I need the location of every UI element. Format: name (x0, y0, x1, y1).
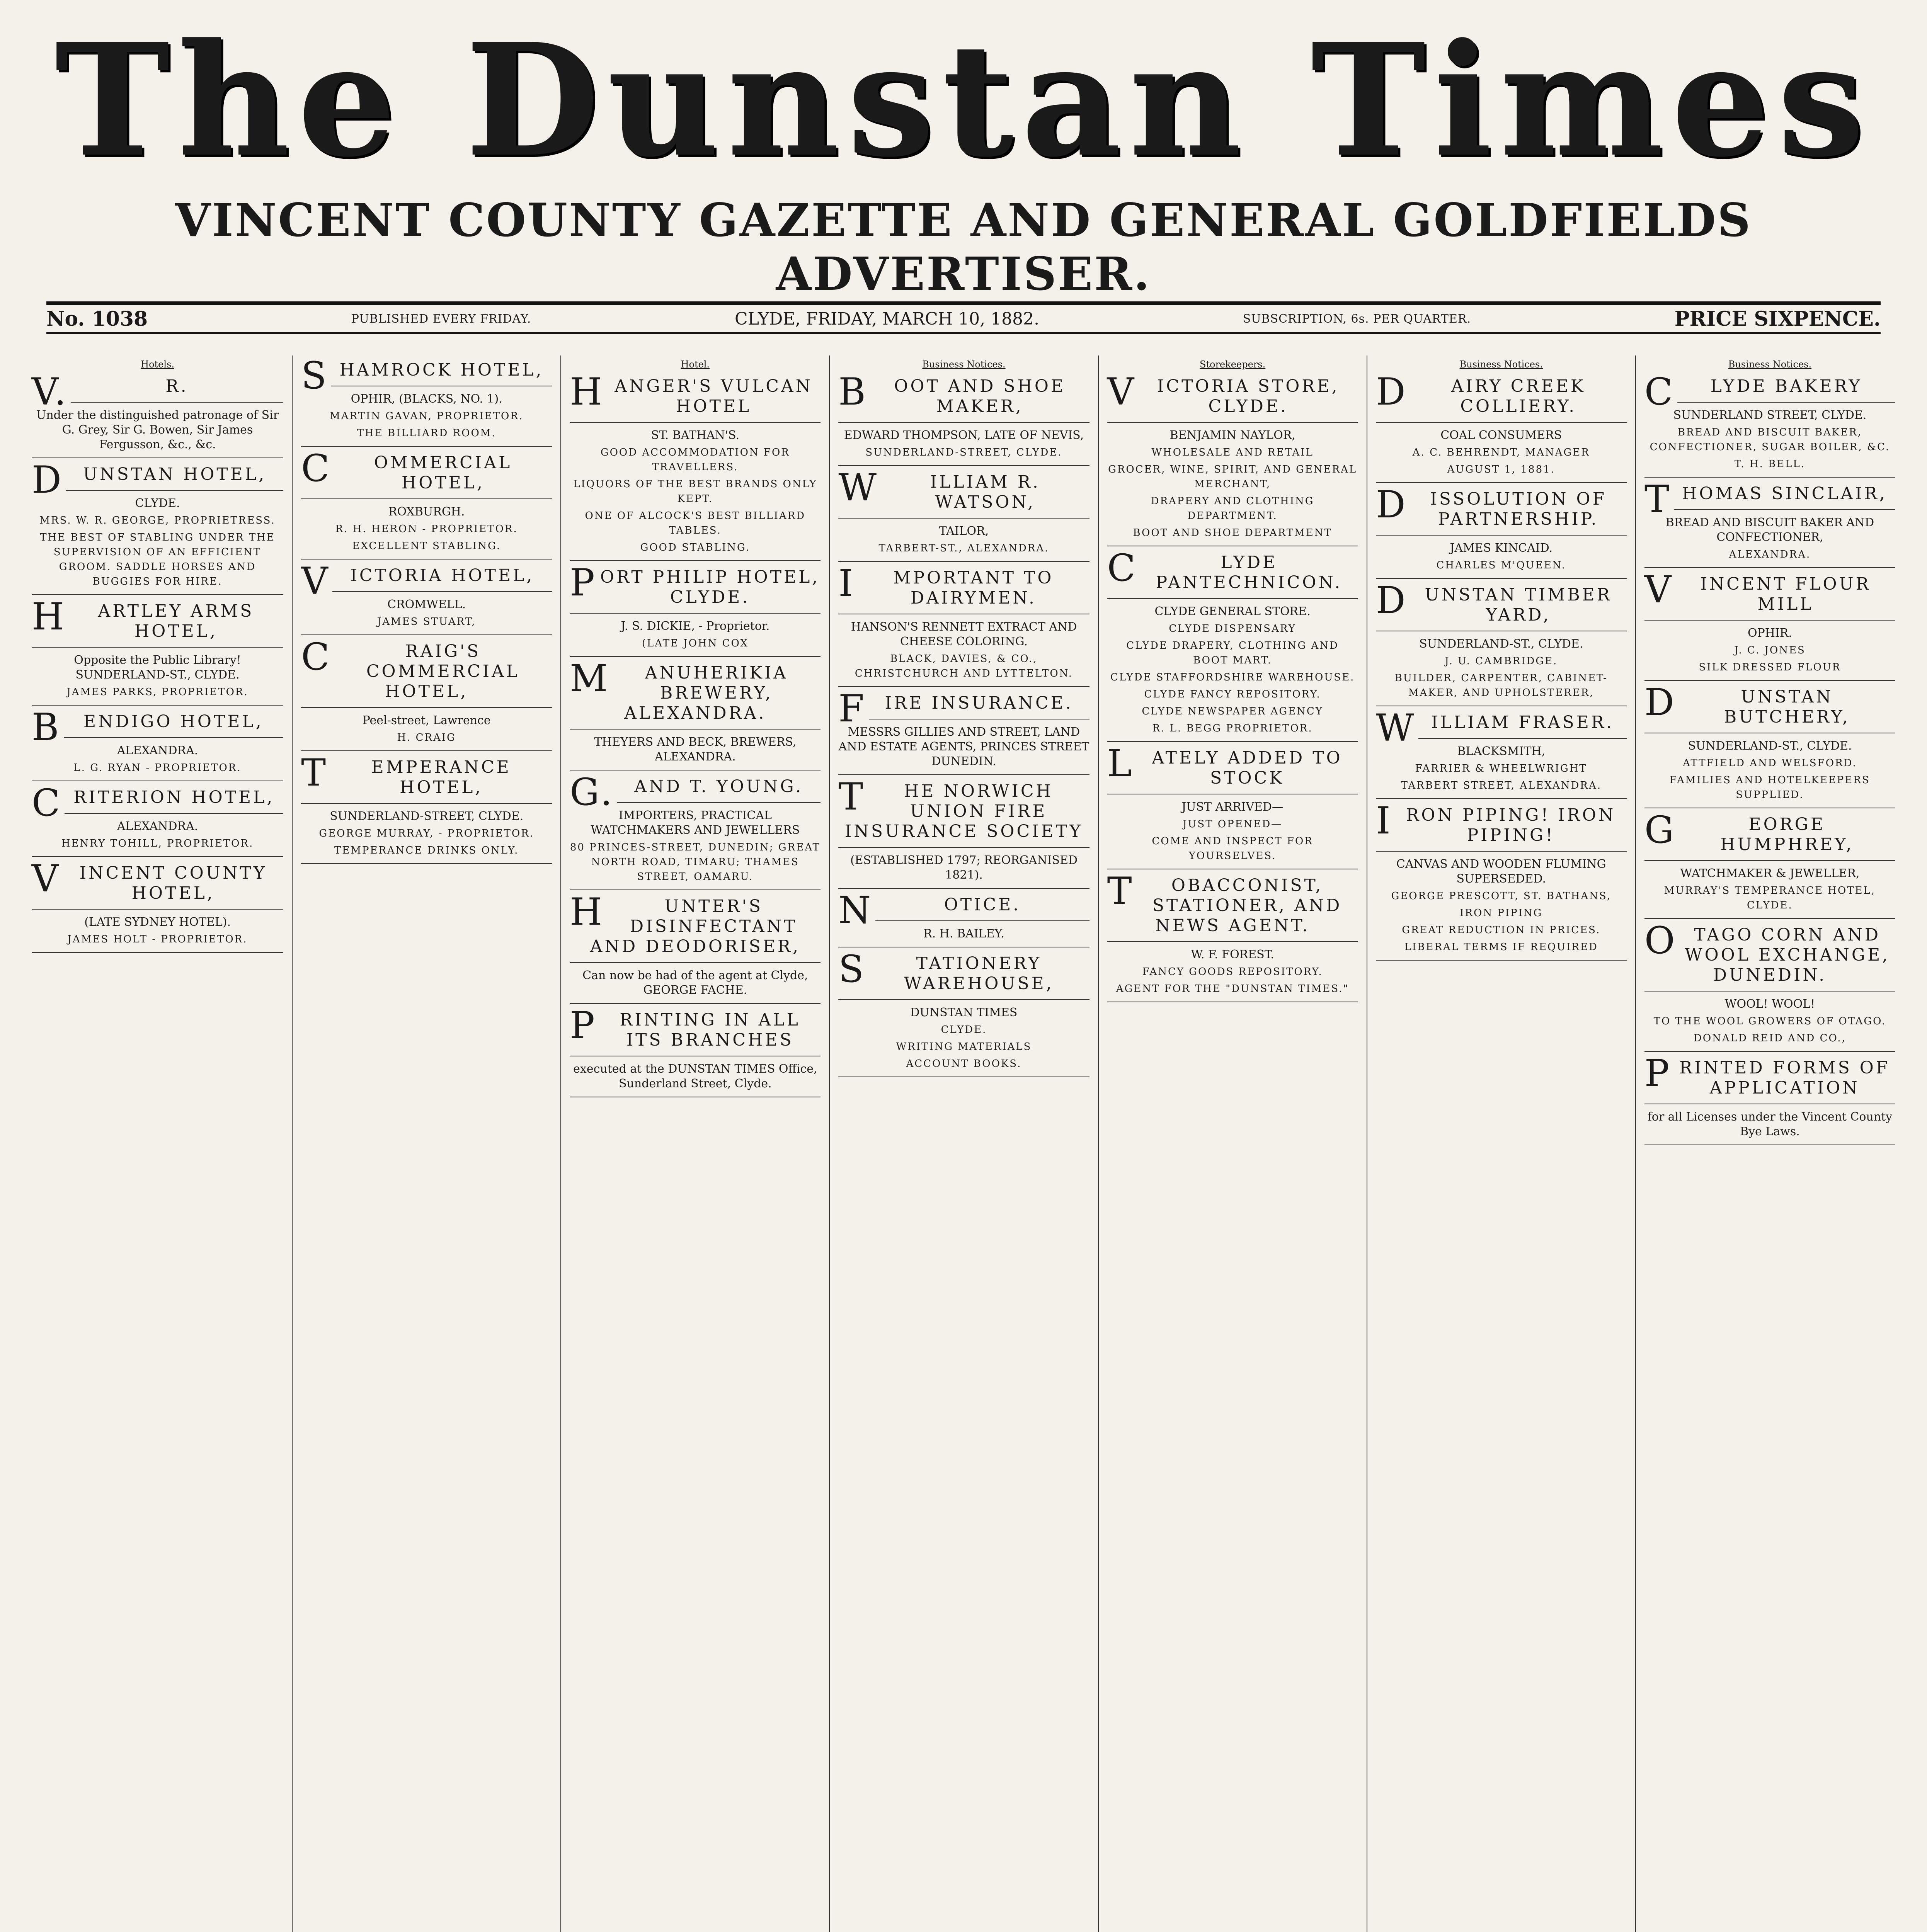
column-heading: Hotels. (141, 359, 174, 370)
advertisement-line: HENRY TOHILL, PROPRIETOR. (61, 838, 254, 849)
advertisement-title: V.R. (32, 370, 189, 413)
issue-number: No. 1038 (46, 307, 148, 331)
advertisement (32, 370, 283, 458)
rule (32, 457, 283, 458)
advertisement-title: CRITERION HOTEL, (32, 781, 275, 825)
masthead-rule-bottom (46, 332, 1881, 334)
rule (32, 705, 283, 706)
column-heading: Business Notices. (922, 359, 1006, 370)
advertisement (1644, 568, 1895, 681)
advertisement-title: DUNSTAN BUTCHERY, (1644, 681, 1850, 727)
advertisement (570, 561, 821, 657)
advertisement-title: GEORGE HUMPHREY, (1644, 808, 1854, 854)
rule (65, 813, 283, 814)
advertisement (570, 1004, 821, 1097)
advertisement-title: PRINTING IN ALL ITS BRANCHES (570, 1004, 800, 1050)
advertisement-line: R. L. BEGG PROPRIETOR. (1152, 723, 1313, 734)
advertisement (32, 781, 283, 857)
advertisement-line: CROMWELL. (387, 598, 466, 611)
rule (1376, 851, 1627, 852)
advertisement (838, 562, 1089, 687)
rule (66, 490, 283, 491)
rule (32, 594, 283, 595)
column-3 (560, 355, 829, 1932)
advertisement-title: TOBACCONIST, STATIONER, AND NEWS AGENT. (1107, 869, 1342, 935)
rule (1107, 941, 1358, 942)
advertisement-line: W. F. FOREST. (1191, 948, 1274, 961)
rule (875, 920, 1089, 921)
rule (1376, 535, 1627, 536)
advertisement-title: WILLIAM R. WATSON, (838, 466, 1040, 512)
advertisement-title: PRINTED FORMS OF APPLICATION (1644, 1052, 1890, 1098)
advertisement (1107, 869, 1358, 1002)
advertisement-line: Opposite the Public Library! SUNDERLAND-ST., CLYDE. (74, 653, 241, 682)
advertisement-line: BREAD AND BISCUIT BAKER AND CONFECTIONER, (1665, 516, 1874, 544)
advertisement-line: JAMES HOLT - PROPRIETOR. (67, 934, 248, 945)
advertisement-line: executed at the DUNSTAN TIMES Office, Sunderland Street, Clyde. (573, 1062, 817, 1090)
advertisement-line: ALEXANDRA. (1729, 549, 1811, 560)
advertisement-line: IRON PIPING (1460, 907, 1543, 919)
advertisement-title: COMMERCIAL HOTEL, (301, 447, 512, 493)
advertisement (1107, 546, 1358, 742)
column-4 (829, 355, 1098, 1932)
advertisement (838, 687, 1089, 775)
rule (1376, 578, 1627, 579)
advertisement-line: T. H. BELL. (1734, 458, 1805, 470)
advertisement-line: SUNDERLAND-ST., CLYDE. (1688, 739, 1852, 753)
rule (301, 863, 552, 864)
advertisement (1644, 919, 1895, 1052)
rule (838, 686, 1089, 687)
advertisement-line: BENJAMIN NAYLOR, (1169, 429, 1295, 442)
rule (32, 952, 283, 953)
advertisement-line: DRAPERY AND CLOTHING DEPARTMENT. (1151, 495, 1314, 522)
advertisement (570, 890, 821, 1004)
advertisement-title: DUNSTAN HOTEL, (32, 458, 267, 502)
rule (301, 634, 552, 635)
advertisement (838, 889, 1089, 947)
advertisement-line: OPHIR. (1747, 626, 1792, 640)
advertisement-title: TEMPERANCE HOTEL, (301, 751, 511, 797)
advertisement (838, 466, 1089, 562)
advertisement-columns (23, 355, 1904, 1932)
rule (838, 847, 1089, 848)
advertisement-line: WHOLESALE AND RETAIL (1151, 447, 1314, 458)
advertisement-line: BLACKSMITH, (1457, 745, 1546, 758)
advertisement-line: JAMES STUART, (377, 616, 476, 628)
advertisement-title: DUNSTAN TIMBER YARD, (1375, 579, 1612, 625)
advertisement (301, 355, 552, 447)
advertisement (570, 770, 821, 890)
advertisement-line: AUGUST 1, 1881. (1447, 464, 1555, 475)
rule (32, 647, 283, 648)
advertisement (301, 447, 552, 560)
advertisement-line: SUNDERLAND-STREET, CLYDE. (330, 810, 524, 823)
advertisement-line: TO THE WOOL GROWERS OF OTAGO. (1653, 1015, 1886, 1027)
advertisement (1375, 706, 1627, 799)
advertisement-line: JAMES PARKS, PROPRIETOR. (66, 686, 249, 698)
advertisement-title: MANUHERIKIA BREWERY, ALEXANDRA. (570, 657, 788, 723)
column-heading: Business Notices. (1728, 359, 1812, 370)
rule (71, 402, 283, 403)
rule (1644, 918, 1895, 919)
advertisement-line: CLYDE NEWSPAPER AGENCY (1142, 706, 1323, 717)
rule (838, 999, 1089, 1000)
advertisement-line: J. C. JONES (1734, 645, 1806, 656)
rule (1644, 991, 1895, 992)
advertisement-title: NOTICE. (838, 889, 1021, 932)
rule (64, 737, 284, 738)
advertisement-line: MRS. W. R. GEORGE, PROPRIETRESS. (39, 515, 276, 526)
advertisement-line: CLYDE STAFFORDSHIRE WAREHOUSE. (1110, 672, 1355, 683)
subscription-rate: SUBSCRIPTION, 6s. PER QUARTER. (1243, 312, 1471, 326)
advertisement-line: COAL CONSUMERS (1440, 429, 1562, 442)
advertisement-line: J. U. CAMBRIDGE. (1445, 655, 1558, 667)
advertisement-title: VICTORIA HOTEL, (301, 560, 535, 603)
newspaper-subtitle: VINCENT COUNTY GAZETTE AND GENERAL GOLDFIELDS ADVERTISER. (175, 193, 1752, 301)
rule (301, 498, 552, 499)
rule (1644, 680, 1895, 681)
advertisement-line: J. S. DICKIE, - Proprietor. (621, 619, 770, 633)
advertisement (32, 458, 283, 595)
advertisement-line: SUNDERLAND-STREET, CLYDE. (865, 447, 1062, 458)
advertisement-line: LIQUORS OF THE BEST BRANDS ONLY KEPT. (573, 478, 817, 505)
advertisement-title: LATELY ADDED TO STOCK (1107, 742, 1343, 788)
advertisement-line: FARRIER & WHEELWRIGHT (1415, 763, 1587, 774)
advertisement-line: GEORGE PRESCOTT, ST. BATHANS, (1391, 890, 1612, 902)
advertisement-title: CLYDE BAKERY (1644, 370, 1862, 413)
rule (1107, 598, 1358, 599)
rule (1376, 798, 1627, 799)
column-6 (1367, 355, 1635, 1932)
advertisement-title: BOOT AND SHOE MAKER, (838, 370, 1066, 416)
advertisement-line: R. H. BAILEY. (923, 927, 1004, 940)
advertisement (32, 857, 283, 953)
rule (1674, 509, 1895, 510)
rule (570, 560, 821, 561)
advertisement-line: L. G. RYAN - PROPRIETOR. (73, 762, 242, 774)
advertisement-line: FANCY GOODS REPOSITORY. (1142, 966, 1323, 978)
advertisement-line: BREAD AND BISCUIT BAKER, CONFECTIONER, SUGAR BOILER, &C. (1650, 427, 1890, 453)
rule (1376, 422, 1627, 423)
advertisement-line: DUNSTAN TIMES (910, 1006, 1018, 1019)
advertisement-line: BUILDER, CARPENTER, CABINET-MAKER, AND UPHOLSTERER, (1394, 672, 1608, 699)
rule (570, 889, 821, 890)
advertisement-line: JUST OPENED— (1183, 818, 1283, 830)
advertisement-title: WILLIAM FRASER. (1375, 706, 1614, 750)
rule (1107, 741, 1358, 742)
rule (301, 446, 552, 447)
advertisement-line: A. C. BEHRENDT, MANAGER (1412, 447, 1590, 458)
advertisement-line: GOOD ACCOMMODATION FOR TRAVELLERS. (600, 447, 790, 473)
rule (838, 561, 1089, 562)
advertisement-line: TEMPERANCE DRINKS ONLY. (334, 845, 519, 856)
advertisement-line: FAMILIES AND HOTELKEEPERS SUPPLIED. (1670, 774, 1870, 801)
rule (1677, 402, 1895, 403)
rule (1644, 477, 1895, 478)
advertisement-title: SHAMROCK HOTEL, (301, 355, 544, 397)
advertisement-line: JUST ARRIVED— (1181, 800, 1284, 814)
price: PRICE SIXPENCE. (1674, 307, 1881, 331)
advertisement-line: ACCOUNT BOOKS. (906, 1058, 1022, 1070)
newspaper-title: The Dunstan Times (54, 10, 1873, 191)
advertisement-line: EDWARD THOMPSON, LATE OF NEVIS, (844, 429, 1084, 442)
rule (838, 422, 1089, 423)
advertisement-title: STATIONERY WAREHOUSE, (838, 947, 1054, 993)
advertisement-line: WOOL! WOOL! (1724, 997, 1815, 1011)
advertisement-title: THOMAS SINCLAIR, (1644, 478, 1887, 521)
advertisement-line: for all Licenses under the Vincent County Bye Laws. (1647, 1110, 1893, 1138)
advertisement-title: DAIRY CREEK COLLIERY. (1375, 370, 1586, 416)
masthead (23, 0, 1904, 332)
advertisement-line: MURRAY'S TEMPERANCE HOTEL, CLYDE. (1664, 885, 1876, 911)
advertisement (1107, 370, 1358, 546)
advertisement-line: AGENT FOR THE "DUNSTAN TIMES." (1116, 983, 1349, 995)
advertisement-line: CLYDE. (941, 1024, 987, 1036)
advertisement-line: CLYDE FANCY REPOSITORY. (1144, 689, 1321, 700)
column-heading: Hotel. (681, 359, 710, 370)
advertisement-title: IMPORTANT TO DAIRYMEN. (838, 562, 1054, 608)
advertisement-line: SILK DRESSED FLOUR (1699, 662, 1841, 673)
advertisement (570, 657, 821, 770)
rule (570, 422, 821, 423)
advertisement (1375, 579, 1627, 706)
advertisement-title: FIRE INSURANCE. (838, 687, 1073, 730)
rule (1644, 860, 1895, 861)
advertisement-title: HANGER'S VULCAN HOTEL (570, 370, 813, 416)
advertisement-line: CHARLES M'QUEEN. (1436, 560, 1566, 571)
advertisement-line: JAMES KINCAID. (1450, 541, 1553, 555)
advertisement-line: ST. BATHAN'S. (651, 429, 740, 442)
advertisement-line: SUNDERLAND STREET, CLYDE. (1673, 408, 1867, 422)
advertisement-line: CANVAS AND WOODEN FLUMING SUPERSEDED. (1396, 857, 1606, 886)
rule (570, 1003, 821, 1004)
advertisement (1644, 1052, 1895, 1145)
advertisement-line: ROXBURGH. (388, 505, 465, 519)
advertisement-title: THE NORWICH UNION FIRE INSURANCE SOCIETY (838, 775, 1083, 841)
rule (32, 909, 283, 910)
advertisement-line: ALEXANDRA. (117, 820, 198, 833)
advertisement-line: Under the distinguished patronage of Sir G. Grey, Sir G. Bowen, Sir James Fergusson, &c., &c. (36, 408, 279, 451)
rule (838, 774, 1089, 775)
rule (570, 613, 821, 614)
advertisement (1375, 799, 1627, 961)
advertisement-title: HUNTER'S DISINFECTANT AND DEODORISER, (570, 890, 800, 956)
advertisement (1644, 370, 1895, 478)
advertisement-title: CRAIG'S COMMERCIAL HOTEL, (301, 635, 520, 701)
column-heading: Business Notices. (1459, 359, 1543, 370)
advertisement (301, 751, 552, 864)
advertisement-title: VINCENT FLOUR MILL (1644, 568, 1871, 614)
advertisement-line: THE BILLIARD ROOM. (357, 427, 496, 439)
advertisement-line: EXCELLENT STABLING. (352, 540, 501, 552)
advertisement-title: OTAGO CORN AND WOOL EXCHANGE, DUNEDIN. (1644, 919, 1890, 985)
advertisement-line: OPHIR, (BLACKS, NO. 1). (351, 392, 502, 406)
advertisement-line: Peel-street, Lawrence (362, 714, 491, 727)
advertisement-title: BENDIGO HOTEL, (32, 706, 264, 749)
advertisement-line: THE BEST OF STABLING UNDER THE SUPERVISION OF AN EFFICIENT GROOM. SADDLE HORSES AND BUGGIES FOR HIRE. (40, 532, 275, 587)
advertisement-line: TARBERT-ST., ALEXANDRA. (878, 543, 1049, 554)
advertisement (838, 947, 1089, 1077)
rule (570, 729, 821, 730)
column-heading: Storekeepers. (1200, 359, 1266, 370)
advertisement-line: 80 PRINCES-STREET, DUNEDIN; GREAT NORTH ROAD, TIMARU; THAMES STREET, OAMARU. (570, 842, 821, 883)
advertisement-line: (LATE SYDNEY HOTEL). (84, 915, 231, 929)
advertisement-line: ALEXANDRA. (117, 744, 198, 757)
rule (32, 856, 283, 857)
rule (838, 518, 1089, 519)
advertisement-line: MARTIN GAVAN, PROPRIETOR. (330, 410, 524, 422)
advertisement (1644, 681, 1895, 808)
advertisement-line: BLACK, DAVIES, & CO., CHRISTCHURCH AND LYTTELTON. (855, 653, 1073, 679)
rule (332, 591, 552, 592)
advertisement-line: COME AND INSPECT FOR YOURSELVES. (1152, 835, 1313, 862)
rule (1107, 422, 1358, 423)
advertisement-line: R. H. HERON - PROPRIETOR. (335, 523, 518, 535)
advertisement-line: HANSON'S RENNETT EXTRACT AND CHEESE COLORING. (851, 620, 1077, 648)
advertisement (1644, 808, 1895, 919)
advertisement (838, 370, 1089, 466)
advertisement (838, 775, 1089, 889)
rule (617, 802, 821, 803)
advertisement-line: WRITING MATERIALS (896, 1041, 1032, 1053)
advertisement-line: (LATE JOHN COX (642, 638, 749, 649)
advertisement-line: TARBERT STREET, ALEXANDRA. (1401, 780, 1602, 791)
advertisement-line: TAILOR, (939, 524, 989, 538)
advertisement-line: CLYDE DISPENSARY (1169, 623, 1296, 634)
publication-frequency: PUBLISHED EVERY FRIDAY. (351, 312, 531, 326)
rule (1644, 567, 1895, 568)
advertisement-title: DISSOLUTION OF PARTNERSHIP. (1375, 483, 1607, 529)
column-1 (23, 355, 292, 1932)
advertisement-line: MESSRS GILLIES AND STREET, LAND AND ESTATE AGENTS, PRINCES STREET DUNEDIN. (838, 725, 1089, 768)
advertisement-title: CLYDE PANTECHNICON. (1107, 546, 1343, 592)
advertisement (1644, 478, 1895, 568)
advertisement (32, 706, 283, 781)
advertisement-line: DONALD REID AND CO., (1693, 1032, 1846, 1044)
advertisement-line: Can now be had of the agent at Clyde, GEORGE FACHE. (582, 969, 808, 997)
advertisement (1107, 742, 1358, 869)
advertisement-line: WATCHMAKER & JEWELLER, (1680, 867, 1860, 880)
masthead-rule-top (46, 301, 1881, 305)
rule (1644, 620, 1895, 621)
advertisement (301, 635, 552, 751)
advertisement-line: H. CRAIG (397, 732, 456, 743)
issue-info-bar (46, 307, 1881, 330)
advertisement-line: THEYERS AND BECK, BREWERS, ALEXANDRA. (594, 735, 797, 764)
advertisement-line: GOOD STABLING. (640, 542, 751, 553)
advertisement-line: CLYDE GENERAL STORE. (1154, 605, 1311, 618)
rule (301, 559, 552, 560)
advertisement-line: LIBERAL TERMS IF REQUIRED (1404, 941, 1598, 953)
advertisement-line: CLYDE DRAPERY, CLOTHING AND BOOT MART. (1126, 640, 1339, 666)
advertisement-line: GROCER, WINE, SPIRIT, AND GENERAL MERCHANT, (1108, 464, 1357, 490)
advertisement-line: BOOT AND SHOE DEPARTMENT (1133, 527, 1332, 539)
rule (301, 707, 552, 708)
advertisement-title: HARTLEY ARMS HOTEL, (32, 595, 254, 641)
advertisement (1375, 483, 1627, 579)
advertisement-line: IMPORTERS, PRACTICAL WATCHMAKERS AND JEWELLERS (591, 809, 800, 837)
advertisement-title: IRON PIPING! IRON PIPING! (1375, 799, 1616, 845)
rule (301, 750, 552, 751)
rule (1376, 960, 1627, 961)
advertisement-line: ATTFIELD AND WELSFORD. (1683, 757, 1857, 769)
advertisement-line: ONE OF ALCOCK'S BEST BILLIARD TABLES. (585, 510, 806, 536)
advertisement-line: GEORGE MURRAY, - PROPRIETOR. (319, 828, 535, 839)
advertisement (1375, 370, 1627, 483)
rule (1376, 482, 1627, 483)
advertisement-line: (ESTABLISHED 1797; REORGANISED 1821). (850, 854, 1078, 882)
advertisement-title: G.AND T. YOUNG. (570, 770, 803, 814)
advertisement-line: CLYDE. (135, 497, 180, 510)
rule (1644, 1051, 1895, 1052)
rule (1418, 738, 1626, 739)
advertisement-title: VICTORIA STORE, CLYDE. (1107, 370, 1340, 416)
advertisement (301, 560, 552, 635)
rule (838, 888, 1089, 889)
rule (301, 803, 552, 804)
advertisement-title: VINCENT COUNTY HOTEL, (32, 857, 267, 903)
column-2 (292, 355, 560, 1932)
column-7 (1635, 355, 1904, 1932)
advertisement-line: GREAT REDUCTION IN PRICES. (1402, 924, 1601, 936)
dateline: CLYDE, FRIDAY, MARCH 10, 1882. (735, 309, 1040, 329)
advertisement (570, 370, 821, 561)
advertisement-line: SUNDERLAND-ST., CLYDE. (1419, 637, 1583, 651)
rule (570, 962, 821, 963)
advertisement (32, 595, 283, 706)
advertisement-title: PORT PHILIP HOTEL, CLYDE. (570, 561, 820, 607)
column-5 (1098, 355, 1367, 1932)
